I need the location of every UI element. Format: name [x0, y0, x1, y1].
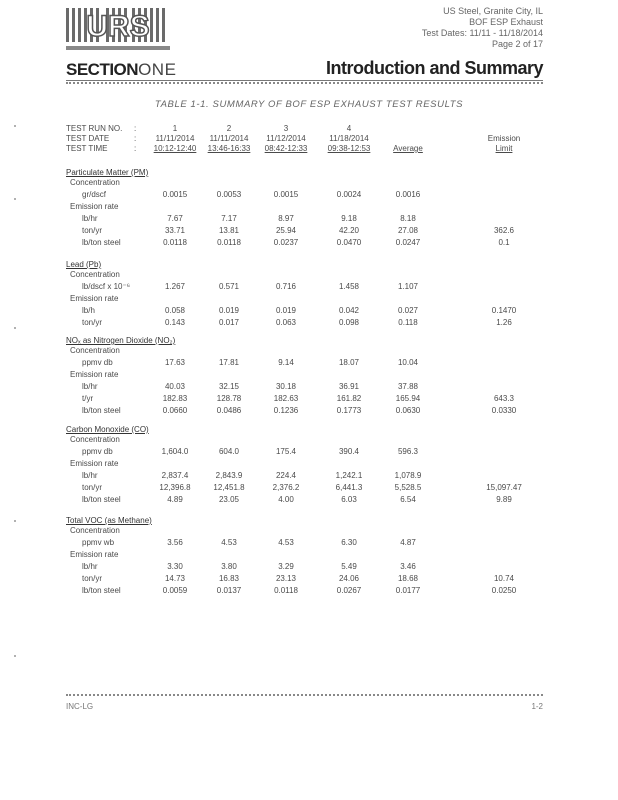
section-title: Total VOC (as Methane) — [66, 516, 152, 525]
run-value: 0.0053 — [216, 190, 242, 199]
run-value: 0.019 — [275, 306, 297, 315]
run-value: 40.03 — [164, 382, 186, 391]
run-value: 0.0118 — [217, 238, 241, 247]
run-value: 3.30 — [167, 562, 183, 571]
section-label — [66, 60, 176, 80]
row-unit: lb/hr — [82, 382, 98, 391]
row-unit: ppmv db — [82, 358, 113, 367]
header-info — [422, 6, 543, 50]
group-label: Concentration — [70, 178, 120, 187]
row-unit: gr/dscf — [82, 190, 107, 199]
run-value: 0.063 — [275, 318, 297, 327]
limit-value: 0.1 — [498, 238, 510, 247]
run-value: 4.89 — [167, 495, 183, 504]
limit-value: 362.6 — [493, 226, 515, 235]
margin-mark — [14, 125, 16, 127]
row-unit: lb/dscf x 10⁻⁶ — [82, 282, 130, 291]
header-label: TEST DATE — [66, 134, 110, 143]
run-value: 0.0015 — [273, 190, 299, 199]
run-value: 17.81 — [218, 358, 240, 367]
average-value: 6.54 — [400, 495, 416, 504]
average-value: 0.0247 — [395, 238, 421, 247]
limit-value: 15,097.47 — [486, 483, 522, 492]
section-title: Carbon Monoxide (CO) — [66, 425, 149, 434]
section-title: NOₓ as Nitrogen Dioxide (NO₂) — [66, 336, 176, 345]
header-colon: : — [134, 134, 137, 143]
run-value: 5.49 — [341, 562, 357, 571]
run-value: 16.83 — [218, 574, 240, 583]
row-unit: ton/yr — [82, 226, 103, 235]
group-label: Emission rate — [70, 459, 119, 468]
run-value: 23.05 — [218, 495, 240, 504]
footer-dotted-rule — [66, 694, 543, 696]
run-value: 30.18 — [275, 382, 297, 391]
row-unit: lb/ton steel — [82, 238, 121, 247]
run-value: 1.267 — [164, 282, 186, 291]
header-rule — [66, 80, 543, 81]
margin-mark — [14, 520, 16, 522]
run-number: 1 — [172, 124, 178, 133]
run-value: 0.143 — [164, 318, 186, 327]
average-value: 18.68 — [397, 574, 419, 583]
average-value: 0.118 — [398, 318, 418, 327]
run-date: 11/11/2014 — [209, 134, 249, 143]
run-value: 12,396.8 — [159, 483, 191, 492]
average-value: 1,078.9 — [394, 471, 422, 480]
run-value: 0.0237 — [273, 238, 299, 247]
run-value: 14.73 — [164, 574, 186, 583]
average-value: 3.46 — [400, 562, 416, 571]
run-value: 2,837.4 — [161, 471, 189, 480]
average-value: 8.18 — [400, 214, 416, 223]
company-logo — [66, 4, 170, 56]
run-value: 224.4 — [275, 471, 297, 480]
run-value: 2,843.9 — [215, 471, 243, 480]
header-label: TEST RUN NO. — [66, 124, 123, 133]
run-date: 11/12/2014 — [266, 134, 306, 143]
average-value: 0.0630 — [395, 406, 421, 415]
run-value: 0.019 — [218, 306, 240, 315]
header-colon: : — [134, 124, 137, 133]
limit-value: 10.74 — [493, 574, 515, 583]
run-value: 8.97 — [278, 214, 294, 223]
run-time: 08:42-12:33 — [264, 144, 308, 153]
margin-mark — [14, 327, 16, 329]
group-label: Emission rate — [70, 550, 119, 559]
run-value: 9.18 — [341, 214, 357, 223]
run-time: 09:38-12:53 — [327, 144, 371, 153]
header-dotted-rule — [66, 82, 543, 84]
average-value: 5,528.5 — [394, 483, 422, 492]
run-value: 0.0267 — [336, 586, 362, 595]
row-unit: ppmv db — [82, 447, 113, 456]
run-value: 42.20 — [338, 226, 360, 235]
limit-value: 9.89 — [496, 495, 512, 504]
run-value: 4.53 — [221, 538, 237, 547]
run-value: 182.63 — [273, 394, 299, 403]
margin-mark — [14, 198, 16, 200]
average-value: 4.87 — [400, 538, 416, 547]
run-value: 3.29 — [278, 562, 294, 571]
group-label: Emission rate — [70, 370, 119, 379]
table-caption: TABLE 1-1. SUMMARY OF BOF ESP EXHAUST TEST RESULTS — [154, 99, 464, 110]
row-unit: ppmv wb — [82, 538, 115, 547]
run-value: 33.71 — [164, 226, 186, 235]
run-value: 0.058 — [164, 306, 186, 315]
run-value: 6.03 — [341, 495, 357, 504]
run-value: 7.17 — [221, 214, 237, 223]
group-label: Emission rate — [70, 202, 119, 211]
average-value: 37.88 — [397, 382, 419, 391]
group-label: Concentration — [70, 346, 120, 355]
section-label-bold: SECTION — [66, 60, 139, 79]
run-value: 0.0660 — [162, 406, 188, 415]
run-value: 0.1773 — [336, 406, 362, 415]
limit-heading: Limit — [495, 144, 513, 153]
run-value: 18.07 — [338, 358, 360, 367]
limit-value: 643.3 — [493, 394, 515, 403]
run-value: 1,604.0 — [161, 447, 189, 456]
run-value: 0.571 — [218, 282, 240, 291]
group-label: Concentration — [70, 526, 120, 535]
average-value: 0.0016 — [395, 190, 421, 199]
run-value: 390.4 — [338, 447, 360, 456]
row-unit: lb/hr — [82, 214, 98, 223]
row-unit: lb/ton steel — [82, 586, 121, 595]
average-value: 596.3 — [397, 447, 419, 456]
average-value: 165.94 — [395, 394, 421, 403]
run-value: 0.0470 — [336, 238, 362, 247]
header-line-3: Test Dates: 11/11 - 11/18/2014 — [421, 28, 543, 38]
run-value: 604.0 — [218, 447, 240, 456]
run-value: 6.30 — [341, 538, 357, 547]
run-value: 0.1236 — [273, 406, 299, 415]
row-unit: lb/hr — [82, 471, 98, 480]
run-value: 4.53 — [278, 538, 294, 547]
run-value: 0.017 — [218, 318, 240, 327]
row-unit: lb/ton steel — [82, 406, 121, 415]
run-value: 25.94 — [275, 226, 297, 235]
row-unit: ton/yr — [82, 318, 103, 327]
run-date: 11/11/2014 — [155, 134, 195, 143]
row-unit: t/yr — [82, 394, 94, 403]
run-value: 1.458 — [338, 282, 360, 291]
page-number: 1-2 — [531, 702, 543, 711]
run-value: 32.15 — [218, 382, 240, 391]
run-value: 4.00 — [278, 495, 294, 504]
run-value: 12,451.8 — [213, 483, 245, 492]
run-value: 0.0024 — [336, 190, 362, 199]
row-unit: ton/yr — [82, 574, 103, 583]
row-unit: ton/yr — [82, 483, 103, 492]
average-value: 27.08 — [397, 226, 419, 235]
run-value: 175.4 — [275, 447, 297, 456]
run-value: 24.06 — [338, 574, 360, 583]
run-value: 7.67 — [167, 214, 183, 223]
run-value: 3.56 — [167, 538, 183, 547]
run-value: 9.14 — [278, 358, 294, 367]
average-value: 1.107 — [397, 282, 419, 291]
run-value: 0.042 — [338, 306, 360, 315]
average-value: 0.027 — [397, 306, 419, 315]
section-title: Particulate Matter (PM) — [66, 168, 149, 177]
run-time: 13:46-16:33 — [207, 144, 251, 153]
margin-mark — [14, 655, 16, 657]
run-time: 10:12-12:40 — [153, 144, 197, 153]
run-value: 0.0015 — [162, 190, 188, 199]
run-value: 17.63 — [164, 358, 186, 367]
limit-value: 0.0250 — [491, 586, 517, 595]
average-value: 10.04 — [397, 358, 419, 367]
logo-lettering: URS — [86, 10, 150, 43]
run-value: 128.78 — [216, 394, 242, 403]
limit-value: 0.1470 — [491, 306, 517, 315]
group-label: Emission rate — [70, 294, 119, 303]
run-date: 11/18/2014 — [329, 134, 369, 143]
run-value: 36.91 — [338, 382, 360, 391]
average-heading: Average — [393, 144, 423, 153]
limit-value: 0.0330 — [491, 406, 517, 415]
run-value: 3.80 — [221, 562, 237, 571]
page-title: Introduction and Summary — [325, 58, 543, 78]
run-value: 0.716 — [275, 282, 297, 291]
run-value: 182.83 — [162, 394, 188, 403]
run-value: 0.0137 — [216, 586, 242, 595]
emission-heading: Emission — [487, 134, 521, 143]
run-value: 6,441.3 — [335, 483, 363, 492]
row-unit: lb/hr — [82, 562, 98, 571]
run-number: 3 — [283, 124, 289, 133]
run-value: 0.0118 — [274, 586, 298, 595]
header-label: TEST TIME — [66, 144, 108, 153]
row-unit: lb/ton steel — [82, 495, 121, 504]
run-value: 23.13 — [275, 574, 297, 583]
row-unit: lb/h — [82, 306, 95, 315]
run-value: 161.82 — [336, 394, 362, 403]
group-label: Concentration — [70, 270, 120, 279]
run-value: 2,376.2 — [272, 483, 300, 492]
limit-value: 1.26 — [496, 318, 512, 327]
header-line-4: Page 2 of 17 — [491, 39, 543, 49]
run-value: 0.098 — [338, 318, 360, 327]
section-label-light: ONE — [138, 60, 177, 79]
group-label: Concentration — [70, 435, 120, 444]
header-colon: : — [134, 144, 137, 153]
average-value: 0.0177 — [395, 586, 421, 595]
run-value: 13.81 — [218, 226, 240, 235]
run-value: 0.0059 — [162, 586, 188, 595]
section-title: Lead (Pb) — [66, 260, 102, 269]
header-line-1: US Steel, Granite City, IL — [443, 6, 543, 16]
header-line-2: BOF ESP Exhaust — [469, 17, 543, 27]
run-number: 4 — [346, 124, 352, 133]
run-value: 0.0486 — [216, 406, 242, 415]
run-value: 1,242.1 — [335, 471, 363, 480]
footer-left: INC-LG — [66, 702, 94, 711]
run-value: 0.0118 — [163, 238, 187, 247]
run-number: 2 — [226, 124, 232, 133]
